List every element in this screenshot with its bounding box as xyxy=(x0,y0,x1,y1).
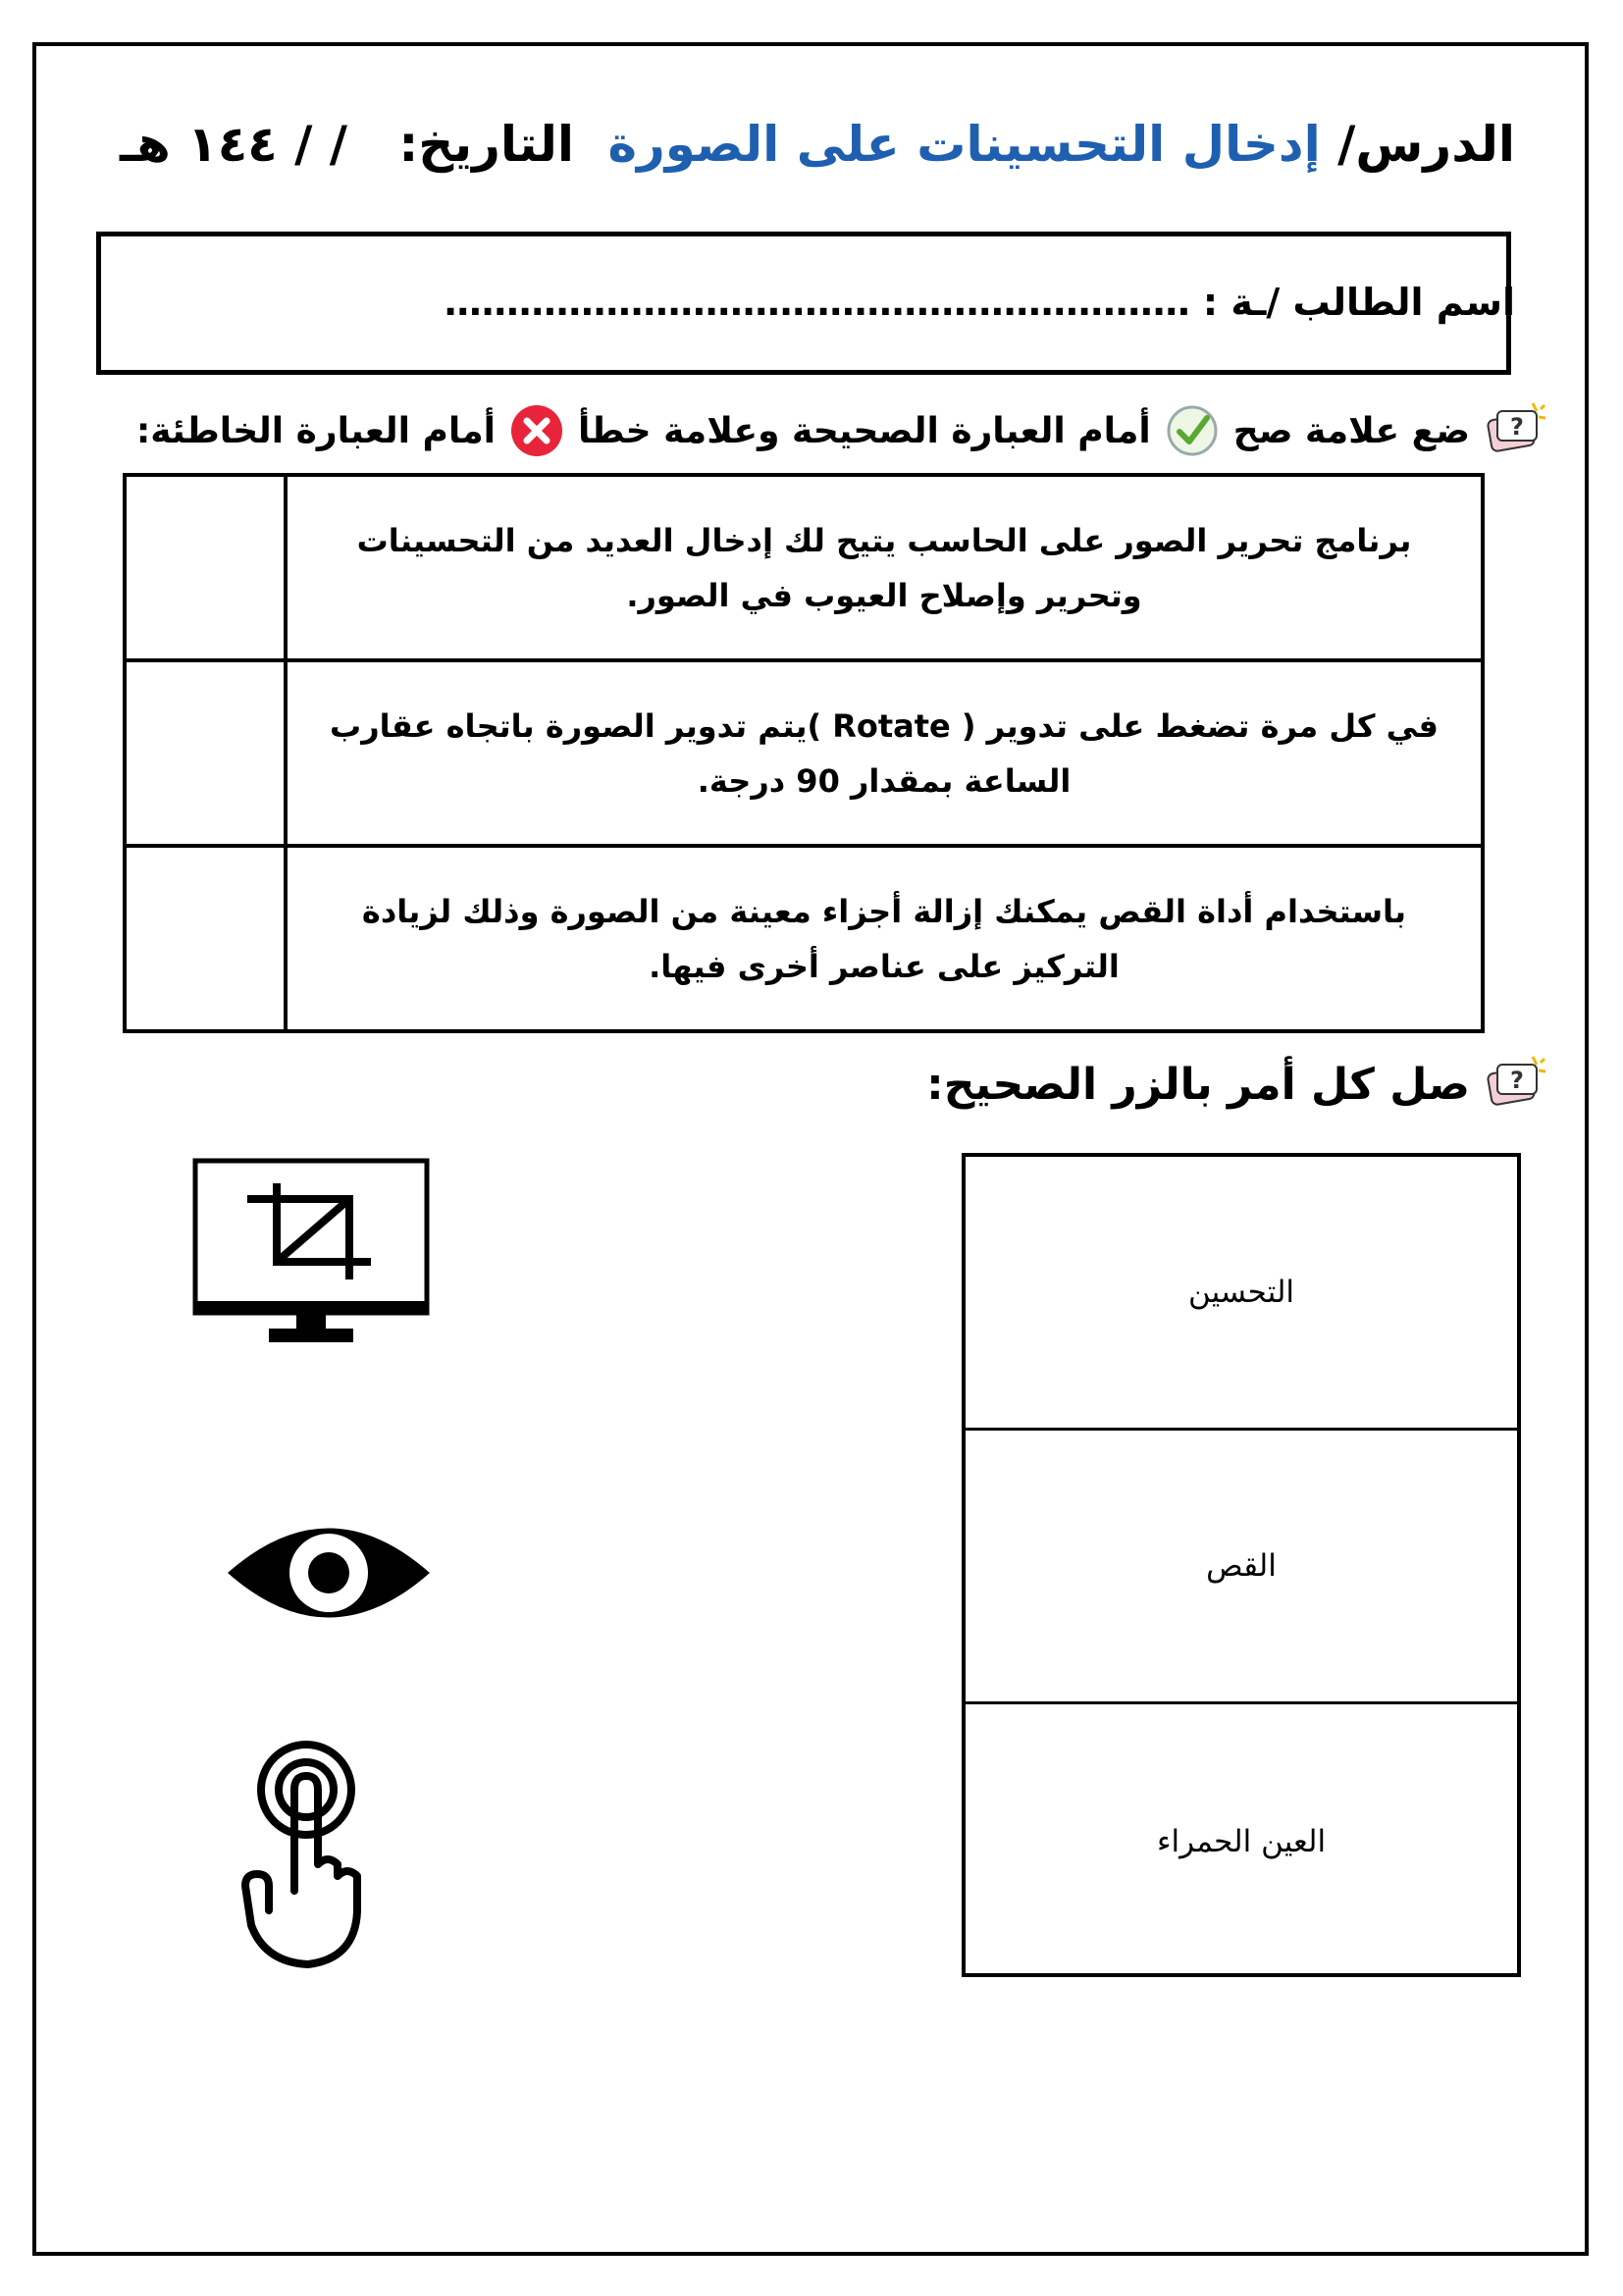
svg-text:?: ? xyxy=(1510,413,1524,441)
student-name-label: اسم الطالب /ـة : xyxy=(1202,281,1515,324)
matching-item[interactable] xyxy=(966,1157,1517,1431)
true-false-table xyxy=(123,473,1485,1033)
instruction-part2: أمام العبارة الصحيحة وعلامة خطأ xyxy=(578,410,1151,451)
answer-cell[interactable] xyxy=(125,475,286,660)
statement-cell: برنامج تحرير الصور على الحاسب يتيح لك إدخال العديد من التحسينات وتحرير وإصلاح العيوب في الصور. xyxy=(286,475,1483,660)
crop-monitor-icon[interactable] xyxy=(190,1156,432,1352)
lesson-header xyxy=(607,116,1515,173)
instruction-part3: أمام العبارة الخاطئة: xyxy=(135,410,497,451)
table-row xyxy=(125,846,1483,1031)
answer-cell[interactable] xyxy=(125,846,286,1031)
date-value: / / ١٤٤ هـ xyxy=(120,116,348,173)
matching-heading xyxy=(926,1050,1546,1119)
matching-heading-text: صل كل أمر بالزر الصحيح: xyxy=(926,1059,1470,1110)
lesson-label: الدرس/ xyxy=(1337,116,1515,173)
eye-icon[interactable] xyxy=(224,1511,434,1635)
matching-item-label: التحسين xyxy=(1187,1275,1295,1310)
check-mark-icon xyxy=(1165,403,1220,458)
answer-cell[interactable] xyxy=(125,660,286,846)
statement-cell: باستخدام أداة القص يمكنك إزالة أجزاء معينة من الصورة وذلك لزيادة التركيز على عناصر أخرى فيها. xyxy=(286,846,1483,1031)
true-false-instruction xyxy=(136,396,1546,465)
question-bubble-icon xyxy=(1484,399,1546,462)
matching-item[interactable] xyxy=(966,1431,1517,1704)
matching-item-label: القص xyxy=(1206,1548,1277,1584)
statement-cell: في كل مرة تضغط على تدوير ( Rotate )يتم تدوير الصورة باتجاه عقارب الساعة بمقدار 90 درجة. xyxy=(286,660,1483,846)
student-name-dots: …………………………………………………… xyxy=(444,281,1190,324)
instruction-part1: ضع علامة صح xyxy=(1232,410,1470,451)
table-row xyxy=(125,475,1483,660)
question-bubble-icon xyxy=(1484,1053,1546,1116)
lesson-title: إدخال التحسينات على الصورة xyxy=(607,116,1321,173)
student-name-field[interactable] xyxy=(445,281,1515,324)
svg-text:?: ? xyxy=(1510,1067,1524,1094)
matching-item-label: العين الحمراء xyxy=(1156,1823,1327,1859)
table-row xyxy=(125,660,1483,846)
matching-box xyxy=(962,1153,1521,1977)
matching-item[interactable] xyxy=(966,1704,1517,1978)
wrong-mark-icon xyxy=(509,403,564,458)
touch-hand-icon[interactable] xyxy=(237,1739,375,1974)
date-label: التاريخ: xyxy=(398,116,574,173)
date-header xyxy=(120,116,574,173)
